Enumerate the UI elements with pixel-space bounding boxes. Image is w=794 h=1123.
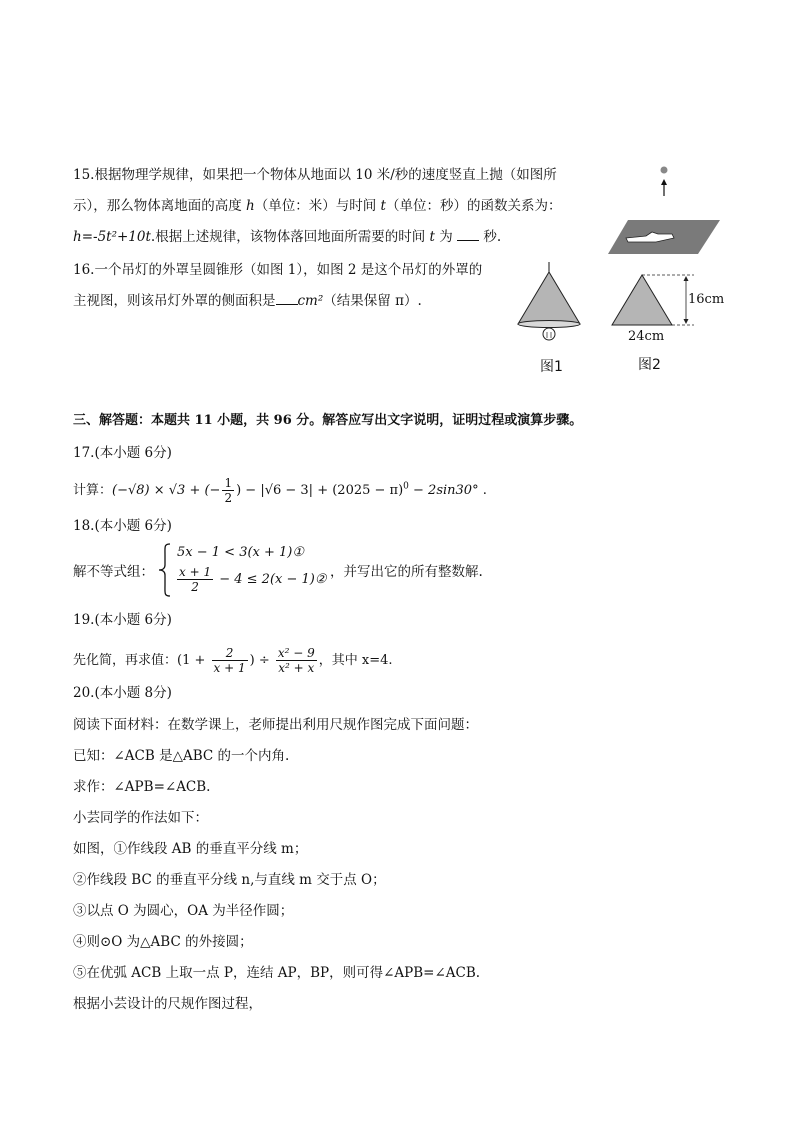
q19-expression: 先化简，再求值：(1 + $\frac{2}{x + 1}$ ) ÷ $\frac{\text{x² − 9}}{\text{x² + x}}$ ，其中 x=4. <box>73 646 393 675</box>
q20-line1: 阅读下面材料：在数学课上，老师提出利用尺规作图完成下面问题： <box>73 717 478 733</box>
q16-answer-blank <box>276 292 298 305</box>
q15-line2: 示），那么物体离地面的高度 h（单位：米）与时间 t（单位：秒）的函数关系为： <box>73 198 562 214</box>
q18-suffix: ，并写出它的所有整数解. <box>330 564 483 580</box>
q20-line4: 小芸同学的作法如下： <box>73 810 208 826</box>
fig1-caption: 图1 <box>540 359 563 375</box>
q20-line7: ③以点 O 为圆心，OA 为半径作圆； <box>73 903 294 919</box>
fig2-height-label: 16cm <box>688 292 725 307</box>
q19-header: 19.(本小题 6分) <box>73 612 172 628</box>
q15-line3: h=-5t²+10t.根据上述规律，该物体落回地面所需要的时间 t 为 秒. <box>73 229 502 245</box>
q18-row1: 5x − 1 < 3(x + 1)① <box>177 545 305 560</box>
bulb-icon <box>543 328 555 340</box>
q20-line10: 根据小芸设计的尺规作图过程， <box>73 996 262 1012</box>
q18-header: 18.(本小题 6分) <box>73 518 172 534</box>
q18-prefix: 解不等式组： <box>73 564 154 580</box>
lamp-figure-1 <box>512 262 588 354</box>
q15-line1: 15.根据物理学规律，如果把一个物体从地面以 10 米/秒的速度竖直上抛（如图所 <box>73 167 557 183</box>
system-brace <box>158 543 172 597</box>
q16-line1: 16.一个吊灯的外罩呈圆锥形（如图 1），如图 2 是这个吊灯的外罩的 <box>73 262 483 278</box>
fig2-caption: 图2 <box>638 357 661 373</box>
q20-line9: ⑤在优弧 ACB 上取一点 P，连结 AP，BP，则可得∠APB=∠ACB. <box>73 965 481 981</box>
q20-line3: 求作：∠APB=∠ACB. <box>73 779 211 795</box>
q18-row2: $\frac{x + 1}{2}$ − 4 ≤ 2(x − 1)② <box>179 565 327 594</box>
q20-header: 20.(本小题 8分) <box>73 685 172 701</box>
q20-line5: 如图，①作线段 AB 的垂直平分线 m； <box>73 841 308 857</box>
q17-expression: 计算：(−√8) × √3 + (− $\frac{1}{2}$ ) − $|√6 - 3| + (2025 - \pi)^0 - 2\sin 30^\circ$ . <box>73 476 487 505</box>
ball-icon <box>661 167 668 174</box>
q15-answer-blank <box>457 228 479 241</box>
q15-formula: h=-5t²+10t <box>73 229 151 245</box>
q16-line2: 主视图，则该吊灯外罩的侧面积是 cm²（结果保留 π）. <box>73 293 422 309</box>
arrow-up-icon <box>661 179 667 185</box>
q15-figure <box>606 160 722 256</box>
fig2-base-label: 24cm <box>628 329 665 344</box>
q20-line8: ④则⊙O 为△ABC 的外接圆； <box>73 934 253 950</box>
section-heading: 三、解答题：本题共 11 小题，共 96 分。解答应写出文字说明，证明过程或演算步骤。 <box>73 413 583 428</box>
q17-header: 17.(本小题 6分) <box>73 445 172 461</box>
q20-line2: 已知：∠ACB 是△ABC 的一个内角. <box>73 748 290 764</box>
q20-line6: ②作线段 BC 的垂直平分线 n,与直线 m 交于点 O； <box>73 872 386 888</box>
